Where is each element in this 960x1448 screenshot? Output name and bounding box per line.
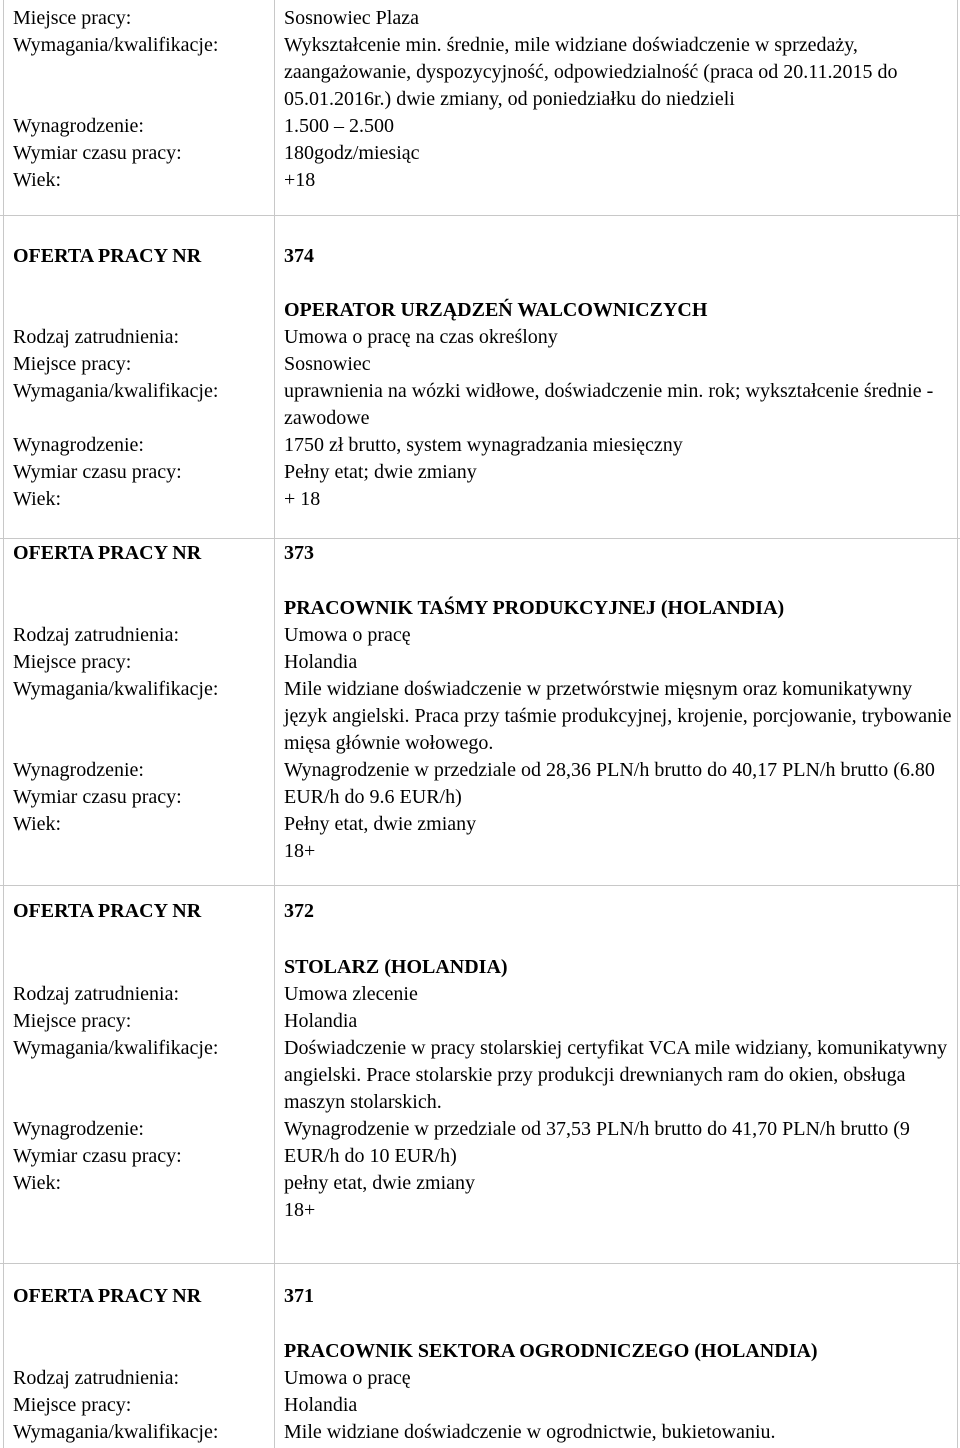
label-miejsce: Miejsce pracy: (13, 1010, 132, 1032)
value-miejsce: Sosnowiec (284, 353, 371, 375)
spacer (13, 1089, 273, 1116)
value-wymiar: Pełny etat, dwie zmiany (284, 813, 477, 835)
value-rodzaj: Umowa o pracę (284, 624, 411, 646)
value-wymiar: Pełny etat; dwie zmiany (284, 461, 477, 483)
value-wymagania: Mile widziane doświadczenie w ogrodnictwie, bukietowaniu. (284, 1421, 776, 1443)
value-miejsce: Holandia (284, 1010, 358, 1032)
offer-number: 374 (284, 245, 314, 267)
value-rodzaj: Umowa o pracę na czas określony (284, 326, 558, 348)
offer-number: 371 (284, 1285, 314, 1307)
labels-column (13, 5, 273, 194)
job-title: PRACOWNIK TAŚMY PRODUKCYJNEJ (HOLANDIA) (284, 597, 785, 619)
column-divider (274, 0, 275, 1448)
value-wynagrodzenie: 1750 zł brutto, system wynagradzania miesięczny (284, 434, 683, 456)
labels-column (13, 981, 273, 1197)
spacer (13, 405, 273, 432)
label-wynagrodzenie: Wynagrodzenie: (13, 115, 144, 137)
row-divider (0, 538, 960, 539)
label-miejsce: Miejsce pracy: (13, 1394, 132, 1416)
label-wymiar: Wymiar czasu pracy: (13, 461, 182, 483)
label-wymagania: Wymagania/kwalifikacje: (13, 34, 219, 56)
values-column (284, 297, 956, 513)
label-wynagrodzenie: Wynagrodzenie: (13, 1118, 144, 1140)
label-miejsce: Miejsce pracy: (13, 7, 132, 29)
label-rodzaj: Rodzaj zatrudnienia: (13, 326, 180, 348)
spacer (13, 730, 273, 757)
value-miejsce: Sosnowiec Plaza (284, 7, 419, 29)
values-column (284, 1338, 956, 1446)
table-border-right (957, 0, 958, 1448)
value-miejsce: Holandia (284, 651, 358, 673)
labels-column (13, 622, 273, 838)
value-wymiar: pełny etat, dwie zmiany (284, 1172, 476, 1194)
label-wymiar: Wymiar czasu pracy: (13, 786, 182, 808)
value-miejsce: Holandia (284, 1394, 358, 1416)
values-column (284, 954, 956, 1224)
row-divider (0, 215, 960, 216)
label-wiek: Wiek: (13, 813, 62, 835)
row-divider (0, 885, 960, 886)
label-wymagania: Wymagania/kwalifikacje: (13, 380, 219, 402)
value-wiek: +18 (284, 169, 316, 191)
label-wynagrodzenie: Wynagrodzenie: (13, 759, 144, 781)
label-wymagania: Wymagania/kwalifikacje: (13, 1421, 219, 1443)
spacer (13, 703, 273, 730)
value-wynagrodzenie: Wynagrodzenie w przedziale od 37,53 PLN/h brutto do 41,70 PLN/h brutto (9 EUR/h do 10 EUR/h) (284, 1118, 910, 1167)
value-rodzaj: Umowa zlecenie (284, 983, 418, 1005)
value-rodzaj: Umowa o pracę (284, 1367, 411, 1389)
values-column (284, 595, 956, 865)
value-wiek: 18+ (284, 840, 316, 862)
offer-heading: OFERTA PRACY NR (13, 900, 202, 922)
label-wiek: Wiek: (13, 1172, 62, 1194)
table-border-left (3, 0, 4, 1448)
spacer (13, 86, 273, 113)
job-title: STOLARZ (HOLANDIA) (284, 956, 508, 978)
values-column (284, 5, 960, 194)
label-wymagania: Wymagania/kwalifikacje: (13, 678, 219, 700)
value-wymagania: Doświadczenie w pracy stolarskiej certyfikat VCA mile widziany, komunikatywny angielski. Prace stolarskie przy produkcji drewnianych ram do okien, obsługa maszyn stolarskich. (284, 1037, 948, 1113)
offer-number: 372 (284, 900, 314, 922)
label-wymiar: Wymiar czasu pracy: (13, 1145, 182, 1167)
offer-heading: OFERTA PRACY NR (13, 542, 202, 564)
offer-number: 373 (284, 542, 314, 564)
label-rodzaj: Rodzaj zatrudnienia: (13, 624, 180, 646)
labels-column (13, 1365, 273, 1446)
spacer (13, 1062, 273, 1089)
spacer (13, 59, 273, 86)
value-wymagania: Mile widziane doświadczenie w przetwórstwie mięsnym oraz komunikatywny język angielski. Praca przy taśmie produkcyjnej, krojenie, porcjowanie, trybowanie mięsa głównie wołowego. (284, 678, 952, 754)
value-wymiar: 180godz/miesiąc (284, 142, 420, 164)
labels-column (13, 324, 273, 513)
value-wynagrodzenie: Wynagrodzenie w przedziale od 28,36 PLN/h brutto do 40,17 PLN/h brutto (6.80 EUR/h do 9.6 EUR/h) (284, 759, 935, 808)
label-miejsce: Miejsce pracy: (13, 353, 132, 375)
label-wymiar: Wymiar czasu pracy: (13, 142, 182, 164)
label-rodzaj: Rodzaj zatrudnienia: (13, 1367, 180, 1389)
row-divider (0, 1263, 960, 1264)
value-wiek: + 18 (284, 488, 321, 510)
job-title: OPERATOR URZĄDZEŃ WALCOWNICZYCH (284, 299, 708, 321)
label-wiek: Wiek: (13, 169, 62, 191)
value-wymagania: uprawnienia na wózki widłowe, doświadczenie min. rok; wykształcenie średnie - zawodowe (284, 380, 934, 429)
label-rodzaj: Rodzaj zatrudnienia: (13, 983, 180, 1005)
value-wymagania: Wykształcenie min. średnie, mile widziane doświadczenie w sprzedaży, zaangażowanie, dyspozycyjność, odpowiedzialność (praca od 20.11.2015 do 05.01.2016r.) dwie zmiany, od poniedziałku do niedzieli (284, 34, 898, 110)
job-title: PRACOWNIK SEKTORA OGRODNICZEGO (HOLANDIA) (284, 1340, 818, 1362)
offer-heading: OFERTA PRACY NR (13, 245, 202, 267)
label-miejsce: Miejsce pracy: (13, 651, 132, 673)
label-wynagrodzenie: Wynagrodzenie: (13, 434, 144, 456)
value-wynagrodzenie: 1.500 – 2.500 (284, 115, 394, 137)
label-wiek: Wiek: (13, 488, 62, 510)
offer-heading: OFERTA PRACY NR (13, 1285, 202, 1307)
value-wiek: 18+ (284, 1199, 316, 1221)
label-wymagania: Wymagania/kwalifikacje: (13, 1037, 219, 1059)
